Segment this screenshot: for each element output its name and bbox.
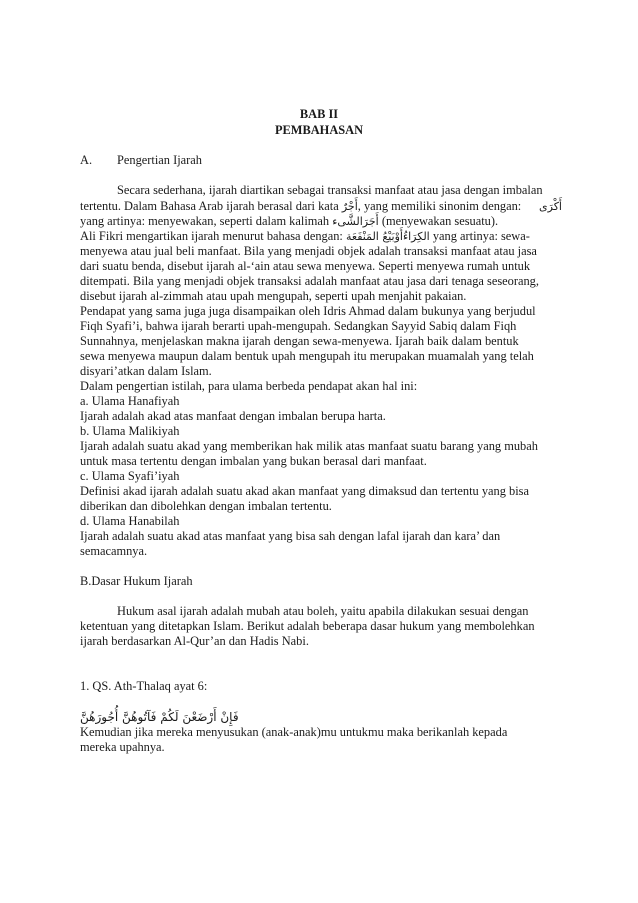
ulama-hanabilah-definition-line1: Ijarah adalah suatu akad atas manfaat yang bisa sah dengan lafal ijarah dan kara’ dan <box>80 529 501 543</box>
qs-arabic-verse: فَإِنْ أَرْضَعْنَ لَكُمْ فَآتُوهُنَّ أُجُورَهُنَّ <box>80 710 239 724</box>
para2-line1-text-b: yang artinya: sewa- <box>432 229 530 243</box>
chapter-title: PEMBAHASAN <box>274 123 364 137</box>
para1-line2 <box>80 199 562 214</box>
para3-line3: Sunnahnya, menjelaskan makna ijarah dengan sewa-menyewa. Ijarah baik dalam bentuk <box>80 334 519 348</box>
para3-line4: sewa menyewa maupun dalam bentuk upah mengupah itu merupakan muamalah yang telah <box>80 349 534 363</box>
para2-line1-text: Ali Fikri mengartikan ijarah menurut bahasa dengan: <box>80 229 343 243</box>
para5-line2: ketentuan yang ditetapkan Islam. Berikut adalah beberapa dasar hukum yang membolehkan <box>80 619 535 633</box>
arabic-word-ajrun: أَجْرٌ <box>341 200 358 213</box>
para5-line3: ijarah berdasarkan Al-Qur’an dan Hadis Nabi. <box>80 634 309 648</box>
arabic-word-akra: أَكْرَى <box>539 200 562 213</box>
section-b-heading: B.Dasar Hukum Ijarah <box>80 574 193 588</box>
section-a-title: Pengertian Ijarah <box>117 153 202 167</box>
section-a-heading <box>80 153 562 168</box>
ulama-syafiiyah-definition-line1: Definisi akad ijarah adalah suatu akad akan manfaat yang dimaksud dan tertentu yang bisa <box>80 484 529 498</box>
qs-translation-line2: mereka upahnya. <box>80 740 165 754</box>
para1-line2-text: tertentu. Dalam Bahasa Arab ijarah berasal dari kata <box>80 199 339 213</box>
arabic-phrase-ajarasy-syai: أَجَرَالشَّىء <box>332 215 379 228</box>
para1-line3 <box>80 214 562 229</box>
para5-line1: Hukum asal ijarah adalah mubah atau boleh, yaitu apabila dilakukan sesuai dengan <box>117 604 529 618</box>
qs-ath-thalaq-title: 1. QS. Ath-Thalaq ayat 6: <box>80 679 208 693</box>
qs-translation-line1: Kemudian jika mereka menyusukan (anak-anak)mu untukmu maka berikanlah kepada <box>80 725 508 739</box>
ulama-hanabilah-title: d. Ulama Hanabilah <box>80 514 180 528</box>
ulama-hanafiyah-definition: Ijarah adalah akad atas manfaat dengan imbalan berupa harta. <box>80 409 386 423</box>
para1-line2-text-b: , yang memiliki sinonim dengan: <box>357 199 522 213</box>
ulama-hanabilah-definition-line2: semacamnya. <box>80 544 148 558</box>
para3-line2: Fiqh Syafi’i, bahwa ijarah berarti upah-mengupah. Sedangkan Sayyid Sabiq dalam Fiqh <box>80 319 517 333</box>
ulama-malikiyah-title: b. Ulama Malikiyah <box>80 424 180 438</box>
para2-line5: disebut ijarah al-zimmah atau upah mengupah, seperti upah menjahit pakaian. <box>80 289 467 303</box>
ulama-malikiyah-definition-line1: Ijarah adalah suatu akad yang memberikan hak milik atas manfaat suatu barang yang mubah <box>80 439 538 453</box>
para4-line1: Dalam pengertian istilah, para ulama berbeda pendapat akan hal ini: <box>80 379 418 393</box>
para3-line5: disyari’atkan dalam Islam. <box>80 364 212 378</box>
chapter-label: BAB II <box>299 107 339 121</box>
arabic-phrase-kira: الكِرَاءُأَوْبَيْعُ المَنْفَعَة <box>346 230 430 243</box>
ulama-hanafiyah-title: a. Ulama Hanafiyah <box>80 394 180 408</box>
para2-line4: ditempati. Bila yang menjadi objek transaksi adalah manfaat atau jasa dari tenaga seseorang, <box>80 274 539 288</box>
para2-line3: dari suatu benda, disebut ijarah al-‘ain atau sewa menyewa. Seperti menyewa rumah untuk <box>80 259 531 273</box>
ulama-syafiiyah-definition-line2: diberikan dan dibolehkan dengan imbalan tertentu. <box>80 499 332 513</box>
section-a-number: A. <box>80 153 93 167</box>
para2-line2: menyewa atau jual beli manfaat. Bila yang menjadi objek adalah transaksi manfaat atau jasa <box>80 244 537 258</box>
ulama-malikiyah-definition-line2: untuk masa tertentu dengan imbalan yang bukan berasal dari manfaat. <box>80 454 427 468</box>
para1-line3-text-b: (menyewakan sesuatu). <box>378 214 499 228</box>
para1-line3-text: yang artinya: menyewakan, seperti dalam kalimah <box>80 214 330 228</box>
ulama-syafiiyah-title: c. Ulama Syafi’iyah <box>80 469 180 483</box>
para3-line1: Pendapat yang sama juga juga disampaikan oleh Idris Ahmad dalam bukunya yang berjudul <box>80 304 536 318</box>
para1-line1: Secara sederhana, ijarah diartikan sebagai transaksi manfaat atau jasa dengan imbalan <box>117 183 543 197</box>
para2-line1 <box>80 229 562 244</box>
